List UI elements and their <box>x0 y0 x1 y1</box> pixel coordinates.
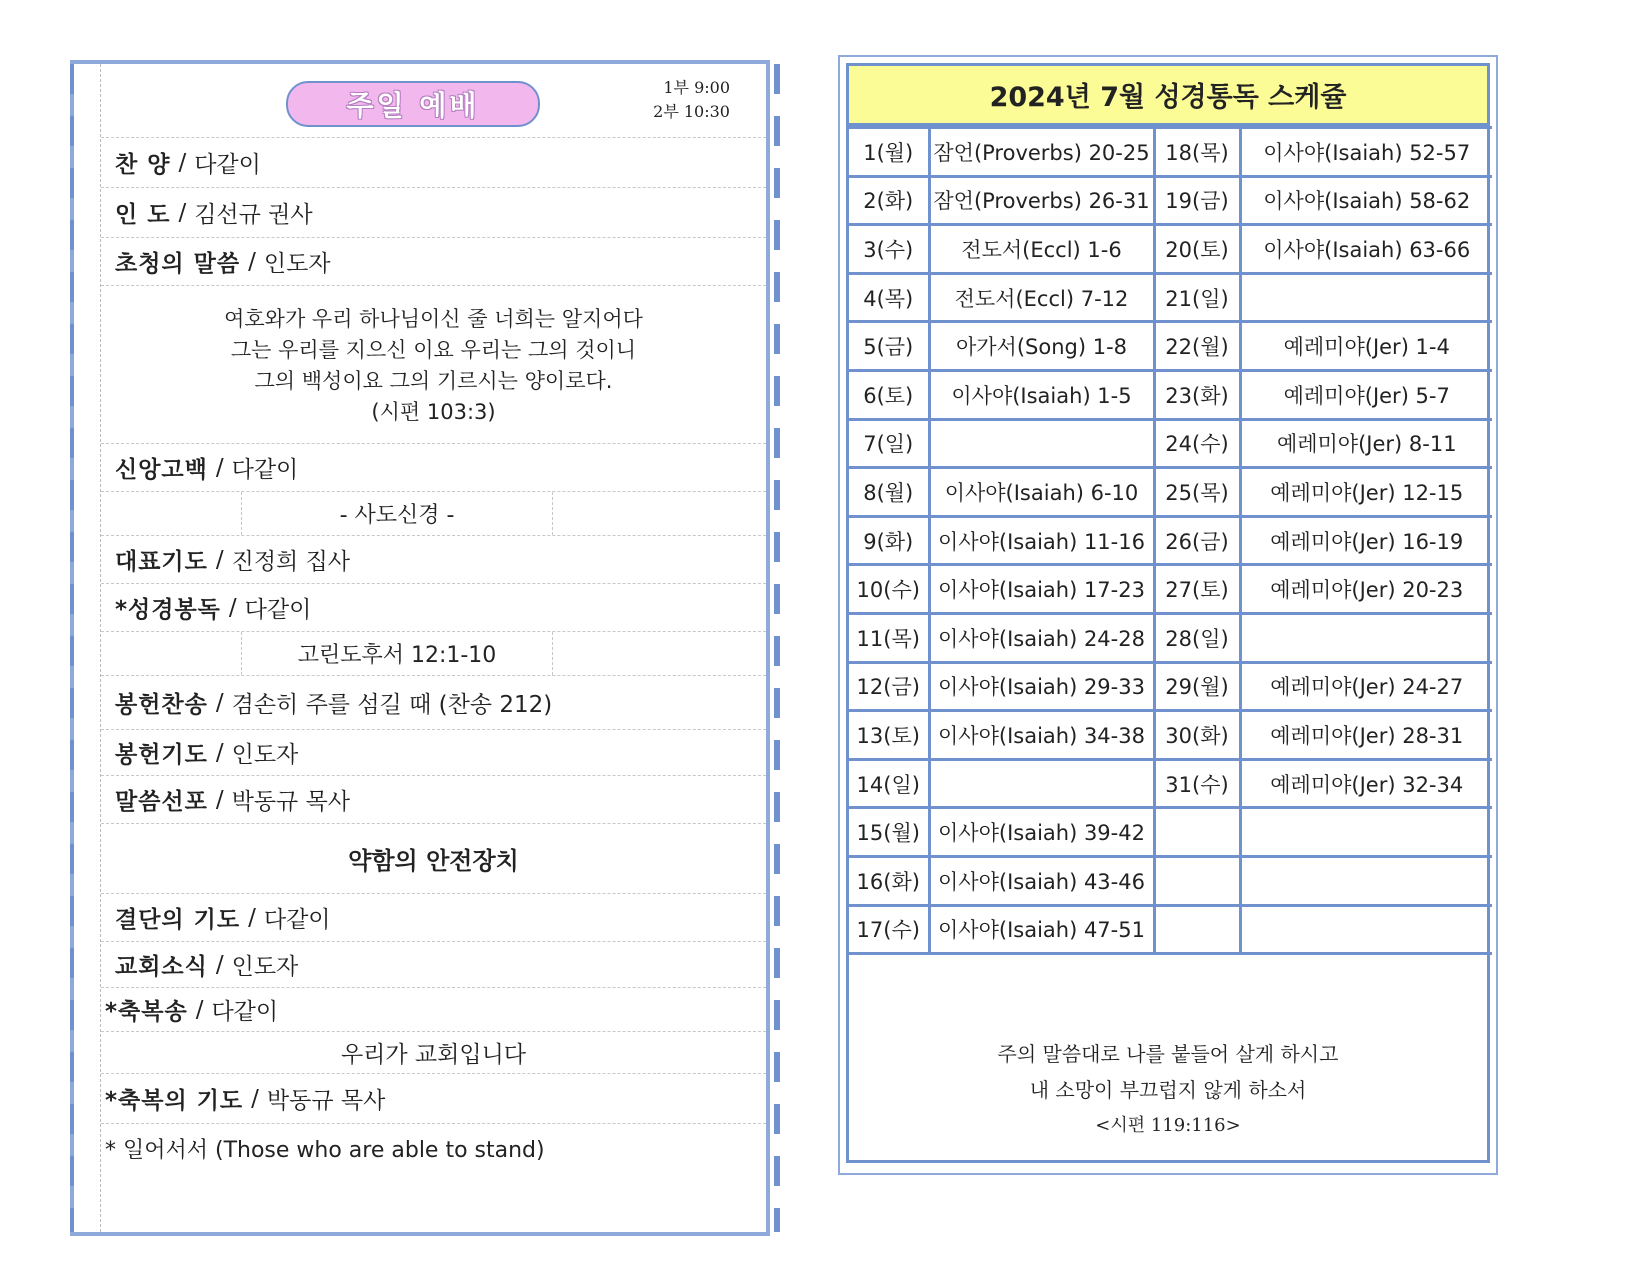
item-label: 초청의 말씀 <box>115 251 241 277</box>
schedule-date: 14(일) <box>849 759 929 808</box>
schedule-reading <box>1240 808 1492 857</box>
order-item-leader: 인 도 / 김선규 권사 <box>101 188 766 238</box>
service-time-1: 1부 9:00 <box>663 78 730 97</box>
schedule-date: 5(금) <box>849 322 929 371</box>
creed-name: - 사도신경 - <box>241 492 553 535</box>
schedule-date: 18(목) <box>1154 128 1240 177</box>
verse-reference: (시편 103:3) <box>371 400 496 424</box>
item-value: 겸손히 주를 섬길 때 (찬송 212) <box>231 692 553 718</box>
schedule-date: 15(월) <box>849 808 929 857</box>
item-value: 박동규 목사 <box>266 1088 386 1114</box>
item-label: 봉헌찬송 <box>115 692 208 718</box>
schedule-date: 27(토) <box>1154 565 1240 614</box>
schedule-reading: 이사야(Isaiah) 34-38 <box>929 711 1154 760</box>
item-label: 찬 양 <box>115 152 171 178</box>
schedule-footer-verse <box>849 1036 1487 1144</box>
schedule-row <box>849 905 1492 954</box>
schedule-date: 10(수) <box>849 565 929 614</box>
schedule-reading: 예레미야(Jer) 28-31 <box>1240 711 1492 760</box>
schedule-reading: 이사야(Isaiah) 47-51 <box>929 905 1154 954</box>
schedule-date: 21(일) <box>1154 273 1240 322</box>
schedule-reading: 예레미야(Jer) 20-23 <box>1240 565 1492 614</box>
schedule-date: 31(수) <box>1154 759 1240 808</box>
item-label: *축복의 기도 <box>105 1088 244 1114</box>
schedule-reading <box>1240 905 1492 954</box>
verse-line: 여호와가 우리 하나님이신 줄 너희는 알지어다 <box>224 307 643 331</box>
creed-sub-row <box>101 492 766 536</box>
schedule-date: 23(화) <box>1154 370 1240 419</box>
invitation-verse <box>101 286 766 444</box>
schedule-row <box>849 759 1492 808</box>
verse-line: 그는 우리를 지으신 이요 우리는 그의 것이니 <box>230 338 637 362</box>
schedule-reading: 예레미야(Jer) 24-27 <box>1240 662 1492 711</box>
schedule-date: 30(화) <box>1154 711 1240 760</box>
item-value: 박동규 목사 <box>231 789 351 815</box>
item-label: 결단의 기도 <box>115 907 241 933</box>
item-value: 다같이 <box>194 152 261 178</box>
schedule-row <box>849 808 1492 857</box>
schedule-reading: 잠언(Proverbs) 20-25 <box>929 128 1154 177</box>
item-value: 다같이 <box>211 999 279 1025</box>
decorative-dash-border <box>774 64 780 1232</box>
schedule-row <box>849 613 1492 662</box>
schedule-reading: 전도서(Eccl) 1-6 <box>929 225 1154 274</box>
reading-passage: 고린도후서 12:1-10 <box>241 632 553 675</box>
footer-verse-line: 내 소망이 부끄럽지 않게 하소서 <box>1029 1078 1307 1102</box>
worship-order-content <box>100 64 766 1232</box>
order-item-reading: *성경봉독 / 다같이 <box>101 584 766 632</box>
schedule-reading: 이사야(Isaiah) 43-46 <box>929 856 1154 905</box>
schedule-reading: 잠언(Proverbs) 26-31 <box>929 176 1154 225</box>
schedule-date: 8(월) <box>849 468 929 517</box>
order-item-praise: 찬 양 / 다같이 <box>101 138 766 188</box>
schedule-reading: 이사야(Isaiah) 11-16 <box>929 516 1154 565</box>
schedule-date <box>1154 905 1240 954</box>
schedule-row <box>849 516 1492 565</box>
item-label: 인 도 <box>115 202 171 228</box>
item-value: 진정희 집사 <box>231 549 351 575</box>
schedule-row <box>849 176 1492 225</box>
schedule-date: 1(월) <box>849 128 929 177</box>
blessing-song-title: 우리가 교회입니다 <box>101 1032 766 1074</box>
schedule-reading: 이사야(Isaiah) 17-23 <box>929 565 1154 614</box>
schedule-reading <box>929 759 1154 808</box>
schedule-date <box>1154 808 1240 857</box>
order-item-creed: 신앙고백 / 다같이 <box>101 444 766 492</box>
order-item-prayer: 대표기도 / 진정희 집사 <box>101 536 766 584</box>
item-label: *성경봉독 <box>115 597 221 623</box>
schedule-date: 4(목) <box>849 273 929 322</box>
reading-schedule-frame <box>846 63 1490 1163</box>
schedule-row <box>849 662 1492 711</box>
order-item-sermon: 말씀선포 / 박동규 목사 <box>101 776 766 824</box>
schedule-reading: 예레미야(Jer) 1-4 <box>1240 322 1492 371</box>
schedule-row <box>849 370 1492 419</box>
schedule-reading <box>1240 273 1492 322</box>
schedule-date: 25(목) <box>1154 468 1240 517</box>
schedule-date: 3(수) <box>849 225 929 274</box>
service-times <box>653 76 730 124</box>
schedule-table <box>849 126 1492 955</box>
order-item-decision: 결단의 기도 / 다같이 <box>101 894 766 942</box>
schedule-row <box>849 856 1492 905</box>
item-label: 말씀선포 <box>115 789 208 815</box>
schedule-row <box>849 273 1492 322</box>
schedule-date: 6(토) <box>849 370 929 419</box>
reading-sub-row <box>101 632 766 676</box>
order-item-news: 교회소식 / 인도자 <box>101 942 766 988</box>
schedule-date: 11(목) <box>849 613 929 662</box>
schedule-date: 20(토) <box>1154 225 1240 274</box>
item-label: 봉헌기도 <box>115 742 208 768</box>
reading-schedule-panel <box>838 55 1498 1175</box>
schedule-date <box>1154 856 1240 905</box>
schedule-row <box>849 711 1492 760</box>
item-label: *축복송 <box>105 999 188 1025</box>
schedule-reading: 예레미야(Jer) 12-15 <box>1240 468 1492 517</box>
schedule-row <box>849 468 1492 517</box>
schedule-reading <box>929 419 1154 468</box>
service-time-2: 2부 10:30 <box>653 102 730 121</box>
item-value: 김선규 권사 <box>194 202 313 228</box>
item-value: 다같이 <box>263 907 331 933</box>
schedule-date: 19(금) <box>1154 176 1240 225</box>
schedule-date: 24(수) <box>1154 419 1240 468</box>
item-label: 대표기도 <box>115 549 208 575</box>
schedule-date: 22(월) <box>1154 322 1240 371</box>
schedule-reading <box>1240 613 1492 662</box>
service-title: 주일 예배 <box>286 81 540 127</box>
schedule-reading: 이사야(Isaiah) 24-28 <box>929 613 1154 662</box>
decorative-dash-border <box>70 64 74 1232</box>
worship-order-panel <box>70 60 770 1236</box>
schedule-reading: 이사야(Isaiah) 6-10 <box>929 468 1154 517</box>
item-value: 인도자 <box>231 954 299 980</box>
schedule-reading: 이사야(Isaiah) 58-62 <box>1240 176 1492 225</box>
order-item-invitation: 초청의 말씀 / 인도자 <box>101 238 766 286</box>
schedule-reading: 이사야(Isaiah) 39-42 <box>929 808 1154 857</box>
schedule-reading: 예레미야(Jer) 16-19 <box>1240 516 1492 565</box>
schedule-date: 29(월) <box>1154 662 1240 711</box>
schedule-row <box>849 565 1492 614</box>
item-value: 인도자 <box>231 742 299 768</box>
footer-verse-line: 주의 말씀대로 나를 붙들어 살게 하시고 <box>997 1042 1339 1066</box>
item-label: 교회소식 <box>115 954 208 980</box>
schedule-date: 17(수) <box>849 905 929 954</box>
stand-note: * 일어서서 (Those who are able to stand) <box>105 1137 545 1163</box>
schedule-date: 26(금) <box>1154 516 1240 565</box>
schedule-date: 7(일) <box>849 419 929 468</box>
order-item-offering-prayer: 봉헌기도 / 인도자 <box>101 730 766 776</box>
schedule-date: 28(일) <box>1154 613 1240 662</box>
item-value: 인도자 <box>263 251 331 277</box>
schedule-title: 2024년 7월 성경통독 스케쥴 <box>849 66 1487 126</box>
verse-line: 그의 백성이요 그의 기르시는 양이로다. <box>254 369 613 393</box>
schedule-date: 2(화) <box>849 176 929 225</box>
item-label: 신앙고백 <box>115 457 208 483</box>
item-value: 다같이 <box>231 457 299 483</box>
schedule-row <box>849 225 1492 274</box>
schedule-date: 16(화) <box>849 856 929 905</box>
item-value: 다같이 <box>244 597 312 623</box>
schedule-date: 13(토) <box>849 711 929 760</box>
schedule-reading: 아가서(Song) 1-8 <box>929 322 1154 371</box>
schedule-reading: 예레미야(Jer) 8-11 <box>1240 419 1492 468</box>
schedule-date: 9(화) <box>849 516 929 565</box>
schedule-reading: 이사야(Isaiah) 63-66 <box>1240 225 1492 274</box>
schedule-reading <box>1240 856 1492 905</box>
schedule-date: 12(금) <box>849 662 929 711</box>
schedule-reading: 이사야(Isaiah) 29-33 <box>929 662 1154 711</box>
schedule-reading: 예레미야(Jer) 32-34 <box>1240 759 1492 808</box>
schedule-reading: 이사야(Isaiah) 1-5 <box>929 370 1154 419</box>
order-item-offering-hymn: 봉헌찬송 / 겸손히 주를 섬길 때 (찬송 212) <box>101 676 766 730</box>
header-row <box>101 64 766 138</box>
schedule-row <box>849 419 1492 468</box>
order-item-blessing-song: *축복송 / 다같이 <box>101 988 766 1032</box>
schedule-reading: 이사야(Isaiah) 52-57 <box>1240 128 1492 177</box>
footer-verse-reference: <시편 119:116> <box>1095 1115 1241 1136</box>
schedule-reading: 예레미야(Jer) 5-7 <box>1240 370 1492 419</box>
schedule-reading: 전도서(Eccl) 7-12 <box>929 273 1154 322</box>
schedule-row <box>849 128 1492 177</box>
schedule-row <box>849 322 1492 371</box>
sermon-title: 약함의 안전장치 <box>101 824 766 894</box>
order-item-benediction: *축복의 기도 / 박동규 목사 <box>101 1074 766 1124</box>
